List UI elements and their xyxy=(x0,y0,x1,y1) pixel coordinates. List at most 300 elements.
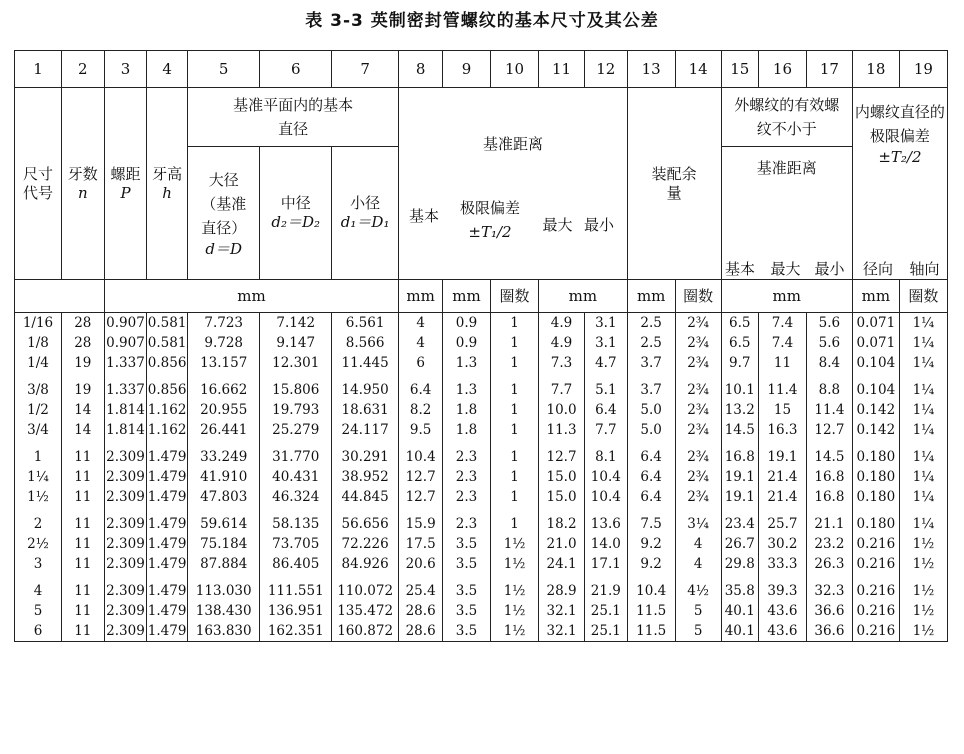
table-cell: 20.6 xyxy=(399,554,443,574)
table-cell: 111.551 xyxy=(260,574,332,601)
table-cell: 6.4 xyxy=(627,440,675,467)
table-cell: 4 xyxy=(675,554,721,574)
table-cell: 23.2 xyxy=(806,534,852,554)
unit-mm-18: mm xyxy=(852,280,899,313)
table-cell: 113.030 xyxy=(187,574,260,601)
header-threads xyxy=(61,88,104,280)
table-cell: 2.3 xyxy=(443,467,491,487)
table-cell: 4 xyxy=(399,313,443,334)
table-cell: 0.180 xyxy=(852,487,899,507)
table-cell: 35.8 xyxy=(721,574,758,601)
table-cell: 1.814 xyxy=(104,420,147,440)
table-cell: 21.1 xyxy=(806,507,852,534)
table-cell: 0.216 xyxy=(852,554,899,574)
table-cell: 1.479 xyxy=(147,467,188,487)
table-cell: 23.4 xyxy=(721,507,758,534)
table-cell: 28.6 xyxy=(399,621,443,642)
table-cell: 6.4 xyxy=(627,467,675,487)
table-cell: 6.4 xyxy=(627,487,675,507)
header-radial: 径向 xyxy=(862,260,893,278)
table-cell: 2¾ xyxy=(675,420,721,440)
table-cell: 21.0 xyxy=(539,534,585,554)
table-cell: 28.9 xyxy=(539,574,585,601)
table-cell: 135.472 xyxy=(332,601,399,621)
table-cell: 28 xyxy=(61,313,104,334)
table-row xyxy=(15,534,948,554)
table-cell: 11.4 xyxy=(806,400,852,420)
table-cell: 1¼ xyxy=(899,353,947,373)
table-cell: 1.8 xyxy=(443,420,491,440)
table-cell: 7.723 xyxy=(187,313,260,334)
table-cell: 33.3 xyxy=(758,554,806,574)
table-cell: 21.9 xyxy=(584,574,627,601)
table-cell: 7.4 xyxy=(758,313,806,334)
table-cell: 21.4 xyxy=(758,487,806,507)
table-cell: 1.479 xyxy=(147,621,188,642)
header-internal-limit-label: 内螺纹直径的极限偏差 xyxy=(854,103,945,145)
table-cell: 2¾ xyxy=(675,487,721,507)
table-cell: 24.1 xyxy=(539,554,585,574)
table-cell: 0.216 xyxy=(852,574,899,601)
table-row xyxy=(15,467,948,487)
column-number: 2 xyxy=(61,51,104,88)
table-cell: 11.4 xyxy=(758,373,806,400)
table-cell: 1½ xyxy=(491,554,539,574)
table-cell: 1 xyxy=(491,467,539,487)
table-cell: 1 xyxy=(491,353,539,373)
table-cell: 3.1 xyxy=(584,313,627,334)
table-cell: 1½ xyxy=(491,601,539,621)
column-number-row xyxy=(15,51,948,88)
table-cell: 6 xyxy=(15,621,62,642)
unit-turns-19: 圈数 xyxy=(899,280,947,313)
header-size-code: 尺寸代号 xyxy=(15,88,62,280)
header-min: 最小 xyxy=(583,216,614,234)
table-cell: 21.4 xyxy=(758,467,806,487)
table-cell: 19.1 xyxy=(721,487,758,507)
table-cell: 59.614 xyxy=(187,507,260,534)
table-cell: 2.3 xyxy=(443,507,491,534)
table-cell: 3 xyxy=(15,554,62,574)
table-cell: 6 xyxy=(399,353,443,373)
table-cell: 10.0 xyxy=(539,400,585,420)
table-cell: 4.7 xyxy=(584,353,627,373)
table-cell: 4 xyxy=(15,574,62,601)
table-cell: 16.8 xyxy=(806,487,852,507)
table-cell: 11.445 xyxy=(332,353,399,373)
table-cell: 3/8 xyxy=(15,373,62,400)
table-cell: 2¾ xyxy=(675,353,721,373)
table-cell: 136.951 xyxy=(260,601,332,621)
table-cell: 1.479 xyxy=(147,440,188,467)
table-cell: 5.6 xyxy=(806,333,852,353)
table-cell: 2¾ xyxy=(675,400,721,420)
table-cell: 12.7 xyxy=(399,487,443,507)
header-limit-deviation xyxy=(444,196,536,244)
column-number: 19 xyxy=(899,51,947,88)
table-cell: 1.479 xyxy=(147,507,188,534)
table-cell: 9.7 xyxy=(721,353,758,373)
table-cell: 8.4 xyxy=(806,353,852,373)
table-cell: 10.1 xyxy=(721,373,758,400)
table-cell: 5 xyxy=(675,601,721,621)
table-cell: 12.7 xyxy=(539,440,585,467)
header-major-symbol: d＝D xyxy=(205,239,243,258)
header-internal-limit xyxy=(852,88,947,280)
table-cell: 14 xyxy=(61,400,104,420)
table-cell: 3.7 xyxy=(627,353,675,373)
table-cell: 8.1 xyxy=(584,440,627,467)
table-cell: 2.309 xyxy=(104,440,147,467)
table-cell: 2.3 xyxy=(443,440,491,467)
table-cell: 6.5 xyxy=(721,313,758,334)
table-cell: 32.3 xyxy=(806,574,852,601)
table-cell: 11 xyxy=(61,487,104,507)
header-minor-symbol: d₁＝D₁ xyxy=(340,213,390,231)
table-cell: 46.324 xyxy=(260,487,332,507)
unit-blank xyxy=(15,280,105,313)
table-cell: 1½ xyxy=(15,487,62,507)
table-cell: 43.6 xyxy=(758,601,806,621)
column-number: 8 xyxy=(399,51,443,88)
table-cell: 11.5 xyxy=(627,601,675,621)
table-cell: 1.3 xyxy=(443,353,491,373)
table-row xyxy=(15,554,948,574)
table-cell: 1 xyxy=(491,487,539,507)
table-cell: 1¼ xyxy=(899,440,947,467)
table-cell: 19 xyxy=(61,353,104,373)
table-cell: 0.180 xyxy=(852,507,899,534)
table-cell: 1 xyxy=(491,373,539,400)
table-cell: 36.6 xyxy=(806,601,852,621)
table-cell: 7.7 xyxy=(584,420,627,440)
table-cell: 58.135 xyxy=(260,507,332,534)
column-number: 1 xyxy=(15,51,62,88)
table-cell: 162.351 xyxy=(260,621,332,642)
table-cell: 0.071 xyxy=(852,333,899,353)
table-cell: 2.309 xyxy=(104,534,147,554)
table-cell: 1 xyxy=(491,420,539,440)
table-row xyxy=(15,440,948,467)
table-cell: 16.8 xyxy=(721,440,758,467)
table-cell: 25.1 xyxy=(584,621,627,642)
table-cell: 138.430 xyxy=(187,601,260,621)
table-cell: 9.2 xyxy=(627,534,675,554)
column-number: 10 xyxy=(491,51,539,88)
table-cell: 3.5 xyxy=(443,534,491,554)
table-cell: 1.479 xyxy=(147,487,188,507)
table-cell: 25.4 xyxy=(399,574,443,601)
table-cell: 40.431 xyxy=(260,467,332,487)
unit-mm-15: mm xyxy=(721,280,852,313)
table-cell: 28 xyxy=(61,333,104,353)
column-number: 16 xyxy=(758,51,806,88)
table-cell: 25.7 xyxy=(758,507,806,534)
table-cell: 1.479 xyxy=(147,601,188,621)
table-cell: 1¼ xyxy=(15,467,62,487)
table-cell: 13.6 xyxy=(584,507,627,534)
header-pitch xyxy=(104,88,147,280)
header-height-label: 牙高 xyxy=(152,164,183,183)
table-cell: 1½ xyxy=(491,574,539,601)
column-number: 5 xyxy=(187,51,260,88)
table-cell: 0.104 xyxy=(852,373,899,400)
table-cell: 0.581 xyxy=(147,313,188,334)
table-cell: 31.770 xyxy=(260,440,332,467)
table-cell: 36.6 xyxy=(806,621,852,642)
column-number: 12 xyxy=(584,51,627,88)
table-cell: 1 xyxy=(491,313,539,334)
table-cell: 1.337 xyxy=(104,353,147,373)
header-internal-limit-symbol: ±T₂/2 xyxy=(878,148,922,166)
table-cell: 7.3 xyxy=(539,353,585,373)
table-cell: 0.907 xyxy=(104,313,147,334)
table-cell: 8.2 xyxy=(399,400,443,420)
header-minor-label: 小径 xyxy=(350,194,381,213)
table-cell: 24.117 xyxy=(332,420,399,440)
header-minor-diameter xyxy=(332,147,399,280)
table-cell: 4.9 xyxy=(539,313,585,334)
table-cell: 0.856 xyxy=(147,353,188,373)
table-cell: 1½ xyxy=(899,601,947,621)
table-cell: 12.7 xyxy=(806,420,852,440)
table-cell: 13.2 xyxy=(721,400,758,420)
table-cell: 7.7 xyxy=(539,373,585,400)
table-cell: 26.7 xyxy=(721,534,758,554)
table-cell: 0.581 xyxy=(147,333,188,353)
table-cell: 5 xyxy=(675,621,721,642)
table-cell: 1¼ xyxy=(899,313,947,334)
table-cell: 26.441 xyxy=(187,420,260,440)
table-cell: 40.1 xyxy=(721,601,758,621)
table-cell: 18.631 xyxy=(332,400,399,420)
header-pitch-diameter xyxy=(260,147,332,280)
table-cell: 1.479 xyxy=(147,554,188,574)
table-cell: 2¾ xyxy=(675,373,721,400)
table-cell: 1¼ xyxy=(899,467,947,487)
table-cell: 2¾ xyxy=(675,333,721,353)
table-cell: 84.926 xyxy=(332,554,399,574)
table-cell: 11 xyxy=(61,621,104,642)
unit-mm-9: mm xyxy=(443,280,491,313)
table-cell: 1.479 xyxy=(147,534,188,554)
table-cell: 3¼ xyxy=(675,507,721,534)
table-cell: 86.405 xyxy=(260,554,332,574)
table-cell: 75.184 xyxy=(187,534,260,554)
table-cell: 29.8 xyxy=(721,554,758,574)
table-cell: 16.662 xyxy=(187,373,260,400)
table-cell: 2.5 xyxy=(627,313,675,334)
table-cell: 5.1 xyxy=(584,373,627,400)
table-cell: 9.5 xyxy=(399,420,443,440)
table-cell: 11 xyxy=(61,507,104,534)
table-cell: 18.2 xyxy=(539,507,585,534)
table-cell: 7.5 xyxy=(627,507,675,534)
table-cell: 0.104 xyxy=(852,353,899,373)
unit-mm-8: mm xyxy=(399,280,443,313)
table-cell: 14 xyxy=(61,420,104,440)
header-max2: 最大 xyxy=(770,260,801,278)
table-cell: 0.9 xyxy=(443,313,491,334)
column-number: 3 xyxy=(104,51,147,88)
column-number: 4 xyxy=(147,51,188,88)
table-cell: 15.0 xyxy=(539,467,585,487)
table-cell: 8.8 xyxy=(806,373,852,400)
table-cell: 1.479 xyxy=(147,574,188,601)
table-cell: 87.884 xyxy=(187,554,260,574)
table-cell: 19 xyxy=(61,373,104,400)
table-cell: 2¾ xyxy=(675,313,721,334)
table-cell: 1¼ xyxy=(899,333,947,353)
table-cell: 160.872 xyxy=(332,621,399,642)
table-cell: 11.5 xyxy=(627,621,675,642)
table-cell: 14.5 xyxy=(721,420,758,440)
table-cell: 5.0 xyxy=(627,420,675,440)
unit-turns-14: 圈数 xyxy=(675,280,721,313)
table-cell: 1¼ xyxy=(899,400,947,420)
header-limit-dev-label: 极限偏差 xyxy=(459,199,520,217)
header-major-label: 大径（基准直径） xyxy=(201,170,247,237)
unit-mm-11: mm xyxy=(539,280,628,313)
column-number: 11 xyxy=(539,51,585,88)
table-cell: 40.1 xyxy=(721,621,758,642)
table-cell: 3.5 xyxy=(443,554,491,574)
table-cell: 17.1 xyxy=(584,554,627,574)
header-pitch-diam-label: 中径 xyxy=(280,194,311,213)
table-cell: 1.162 xyxy=(147,400,188,420)
table-cell: 19.793 xyxy=(260,400,332,420)
table-cell: 2¾ xyxy=(675,467,721,487)
table-cell: 1.162 xyxy=(147,420,188,440)
table-cell: 1 xyxy=(491,440,539,467)
table-cell: 6.4 xyxy=(399,373,443,400)
table-cell: 2.3 xyxy=(443,487,491,507)
table-cell: 1¼ xyxy=(899,507,947,534)
column-number: 13 xyxy=(627,51,675,88)
table-cell: 9.2 xyxy=(627,554,675,574)
table-cell: 19.1 xyxy=(758,440,806,467)
table-cell: 72.226 xyxy=(332,534,399,554)
table-cell: 1.3 xyxy=(443,373,491,400)
table-cell: 4 xyxy=(399,333,443,353)
table-cell: 14.5 xyxy=(806,440,852,467)
header-height xyxy=(147,88,188,280)
table-row xyxy=(15,353,948,373)
table-cell: 2.309 xyxy=(104,487,147,507)
table-cell: 2.309 xyxy=(104,507,147,534)
table-cell: 11 xyxy=(61,534,104,554)
header-axial: 轴向 xyxy=(909,260,940,278)
table-cell: 2.309 xyxy=(104,601,147,621)
table-cell: 10.4 xyxy=(399,440,443,467)
table-cell: 33.249 xyxy=(187,440,260,467)
header-max: 最大 xyxy=(542,216,573,234)
header-basic: 基本 xyxy=(408,207,439,225)
table-cell: 25.279 xyxy=(260,420,332,440)
table-cell: 15 xyxy=(758,400,806,420)
table-cell: 11 xyxy=(61,554,104,574)
table-cell: 6.561 xyxy=(332,313,399,334)
table-cell: 11 xyxy=(61,574,104,601)
unit-mm-13: mm xyxy=(627,280,675,313)
table-cell: 0.9 xyxy=(443,333,491,353)
table-cell: 0.216 xyxy=(852,601,899,621)
table-cell: 3/4 xyxy=(15,420,62,440)
unit-mm-a: mm xyxy=(104,280,399,313)
table-cell: 1.8 xyxy=(443,400,491,420)
table-cell: 7.4 xyxy=(758,333,806,353)
table-row xyxy=(15,601,948,621)
table-cell: 3.5 xyxy=(443,621,491,642)
table-cell: 0.071 xyxy=(852,313,899,334)
table-row xyxy=(15,400,948,420)
table-cell: 9.728 xyxy=(187,333,260,353)
table-row xyxy=(15,487,948,507)
table-cell: 16.3 xyxy=(758,420,806,440)
column-number: 18 xyxy=(852,51,899,88)
table-cell: 8.566 xyxy=(332,333,399,353)
unit-turns-10: 圈数 xyxy=(491,280,539,313)
table-cell: 32.1 xyxy=(539,621,585,642)
table-cell: 26.3 xyxy=(806,554,852,574)
table-cell: 3.1 xyxy=(584,333,627,353)
table-cell: 32.1 xyxy=(539,601,585,621)
table-cell: 73.705 xyxy=(260,534,332,554)
table-cell: 15.806 xyxy=(260,373,332,400)
table-cell: 1½ xyxy=(899,574,947,601)
table-row xyxy=(15,373,948,400)
table-cell: 1 xyxy=(491,333,539,353)
table-cell: 4½ xyxy=(675,574,721,601)
header-major-diameter xyxy=(187,147,260,280)
table-cell: 41.910 xyxy=(187,467,260,487)
table-cell: 4 xyxy=(675,534,721,554)
table-cell: 12.7 xyxy=(399,467,443,487)
table-cell: 2½ xyxy=(15,534,62,554)
table-cell: 1 xyxy=(491,400,539,420)
table-cell: 47.803 xyxy=(187,487,260,507)
table-row xyxy=(15,507,948,534)
column-number: 17 xyxy=(806,51,852,88)
thread-dimension-table xyxy=(14,50,948,642)
header-base-plane-diameter: 基准平面内的基本直径 xyxy=(187,88,398,147)
column-number: 6 xyxy=(260,51,332,88)
table-cell: 44.845 xyxy=(332,487,399,507)
table-cell: 0.216 xyxy=(852,621,899,642)
table-cell: 14.950 xyxy=(332,373,399,400)
table-row xyxy=(15,574,948,601)
header-min2: 最小 xyxy=(814,260,845,278)
table-cell: 5 xyxy=(15,601,62,621)
table-cell: 30.291 xyxy=(332,440,399,467)
table-cell: 10.4 xyxy=(627,574,675,601)
table-cell: 1/16 xyxy=(15,313,62,334)
table-cell: 0.907 xyxy=(104,333,147,353)
header-threads-symbol: n xyxy=(77,183,88,202)
table-cell: 3.5 xyxy=(443,601,491,621)
table-row xyxy=(15,333,948,353)
table-cell: 2.309 xyxy=(104,467,147,487)
table-cell: 14.0 xyxy=(584,534,627,554)
table-cell: 1¼ xyxy=(899,420,947,440)
table-cell: 1 xyxy=(15,440,62,467)
table-cell: 4.9 xyxy=(539,333,585,353)
header-pitch-diam-symbol: d₂＝D₂ xyxy=(271,213,321,231)
table-cell: 19.1 xyxy=(721,467,758,487)
header-basic2: 基本 xyxy=(724,260,755,278)
table-cell: 56.656 xyxy=(332,507,399,534)
table-cell: 3.7 xyxy=(627,373,675,400)
